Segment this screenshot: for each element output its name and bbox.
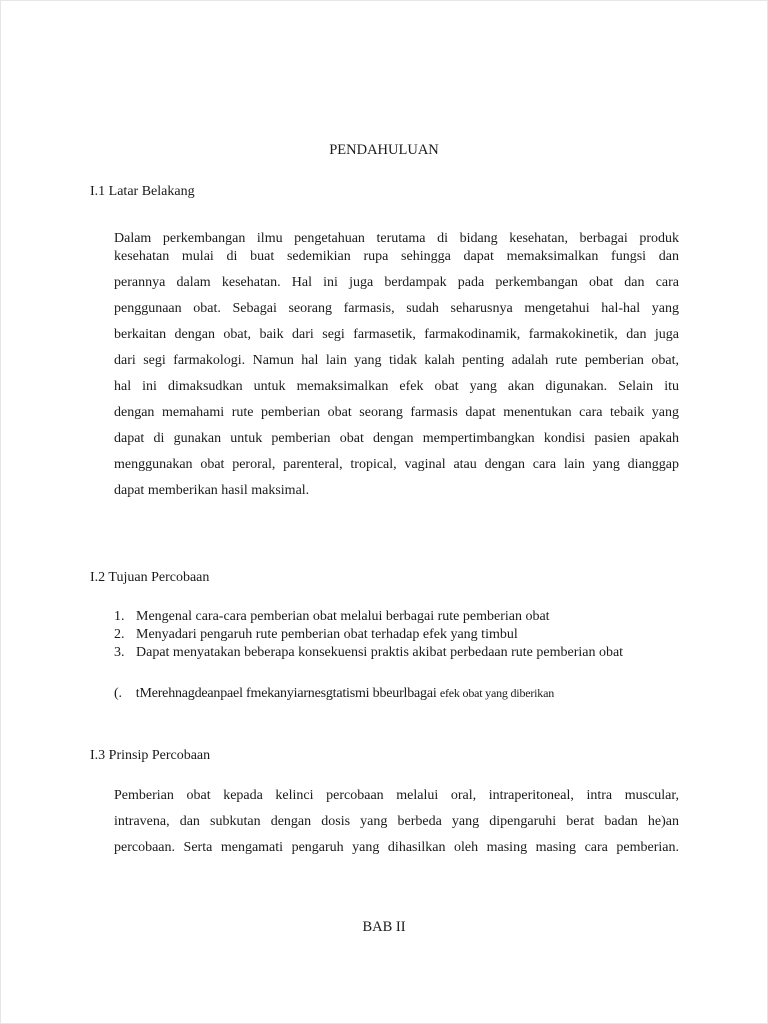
paragraph-line: dapat di gunakan untuk pemberian obat dengan mempertimbangkan kondisi pasien apakah bbox=[114, 431, 679, 446]
list-item-text: Mengenal cara-cara pemberian obat melalui berbagai rute pemberian obat bbox=[136, 609, 550, 624]
paragraph-line: percobaan. Serta mengamati pengaruh yang dihasilkan oleh masing masing cara pemberian. bbox=[114, 840, 679, 855]
list-item-text: Menyadari pengaruh rute pemberian obat terhadap efek yang timbul bbox=[136, 627, 518, 642]
section-heading-tujuan-percobaan: I.2 Tujuan Percobaan bbox=[90, 570, 210, 585]
paragraph-line: Pemberian obat kepada kelinci percobaan melalui oral, intraperitoneal, intra muscular, bbox=[114, 788, 679, 803]
document-title: PENDAHULUAN bbox=[329, 142, 439, 158]
list-item bbox=[114, 608, 684, 626]
list-item bbox=[114, 644, 684, 662]
garbled-text: tMerehnagdeanpael fmekanyiarnesgtatismi bbeurlbagai bbox=[135, 686, 437, 701]
paragraph-line: hal ini dimaksudkan untuk memaksimalkan efek obat yang akan digunakan. Selain itu bbox=[114, 379, 679, 394]
paragraph-line: berkaitan dengan obat, baik dari segi farmasetik, farmakodinamik, farmakokinetik, dan juga bbox=[114, 327, 679, 342]
list-item-number: 2. bbox=[114, 627, 125, 642]
paragraph-line: intravena, dan subkutan dengan dosis yang berbeda yang dipengaruhi berat badan he)an bbox=[114, 814, 679, 829]
paragraph-line: penggunaan obat. Sebagai seorang farmasis, sudah seharusnya mengetahui hal-hal yang bbox=[114, 301, 679, 316]
paragraph-line: dari segi farmakologi. Namun hal lain yang tidak kalah penting adalah rute pemberian obat, bbox=[114, 353, 679, 368]
paragraph-line: dapat memberikan hasil maksimal. bbox=[114, 483, 310, 498]
paragraph-prinsip-percobaan bbox=[114, 787, 679, 865]
garbled-list-item bbox=[114, 686, 554, 702]
garbled-marker: (. bbox=[114, 686, 122, 701]
paragraph-line: Dalam perkembangan ilmu pengetahuan terutama di bidang kesehatan, berbagai produk bbox=[114, 231, 679, 246]
list-item-number: 3. bbox=[114, 645, 125, 660]
paragraph-line: menggunakan obat peroral, parenteral, tropical, vaginal atau dengan cara lain yang dianggap bbox=[114, 457, 679, 472]
paragraph-line: dengan memahami rute pemberian obat seorang farmasis dapat menentukan cara tebaik yang bbox=[114, 405, 679, 420]
garbled-tail-text: efek obat yang diberikan bbox=[439, 686, 555, 700]
list-item bbox=[114, 626, 684, 644]
section-heading-latar-belakang: I.1 Latar Belakang bbox=[90, 184, 195, 199]
list-item-text: Dapat menyatakan beberapa konsekuensi praktis akibat perbedaan rute pemberian obat bbox=[136, 645, 624, 660]
next-chapter-heading: BAB II bbox=[362, 919, 406, 935]
paragraph-latar-belakang bbox=[114, 230, 679, 508]
section-heading-prinsip-percobaan: I.3 Prinsip Percobaan bbox=[90, 748, 211, 763]
paragraph-line: kesehatan mulai di buat sedemikian rupa sehingga dapat memaksimalkan fungsi dan bbox=[114, 249, 679, 264]
objectives-list bbox=[114, 608, 684, 662]
list-item-number: 1. bbox=[114, 609, 125, 624]
paragraph-line: perannya dalam kesehatan. Hal ini juga berdampak pada perkembangan obat dan cara bbox=[114, 275, 679, 290]
